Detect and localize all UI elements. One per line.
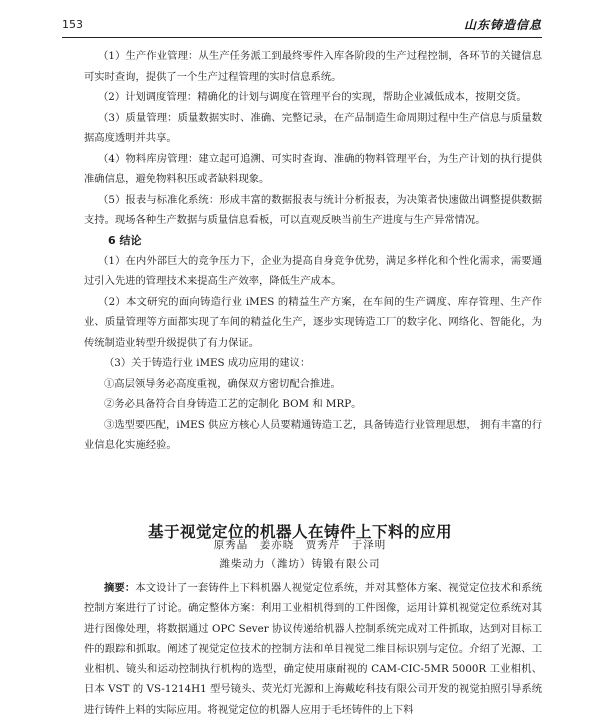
section-heading-conclusion: 6 结论: [108, 233, 142, 247]
abstract-label: 摘要：: [104, 582, 136, 594]
paragraph-material-warehouse: （4）物料库房管理：建立起可追溯、可实时查询、准确的物料管理平台，为生产计划的执行提供准确信息，避免物料积压或者缺料现象。: [84, 152, 542, 185]
paragraph-quality-management: （3）质量管理：质量数据实时、准确、完整记录，在产品制造生命周期过程中生产信息与质量数据高度透明并共享。: [84, 111, 542, 144]
abstract-paragraph: [84, 578, 542, 720]
page-header: [62, 16, 542, 38]
suggestion-item-3: ③选型要匹配，iMES 供应方核心人员要精通铸造工艺，具备铸造行业管理思想， 拥有丰富的行业信息化实施经验。: [84, 418, 542, 451]
abstract-text: 本文设计了一套铸件上下料机器人视觉定位系统，并对其整体方案、视觉定位技术和系统控制方案进行了讨论。确定整体方案：利用工业相机得到的工件图像，运用计算机视觉定位系统对其进行图像处理，将数据通过 OPC Sever 协议传递给机器人控制系统完成对工件抓取，达到对目标工件的跟踪和抓取。阐述了视觉定位技术的控制方法和单目视觉二维目标识别与定位。介绍了光源、工业相机、镜头和运动控制执行机构的选型，确定使用康耐视的 CAM-CIC-5MR 5000R 工业相机、日本 VST 的 VS-1214H1 型号镜头、荧光灯光源和上海戴屹科技有限公司开发的视觉拍照引导系统进行铸件上料的实际应用。将视觉定位的机器人应用于毛坯铸件的上下料: [84, 582, 542, 716]
conclusion-paragraph-3: （3）关于铸造行业 iMES 成功应用的建议：: [104, 357, 311, 369]
paragraph-reports-standardization: （5）报表与标准化系统：形成丰富的数据报表与统计分析报表，为决策者快速做出调整提供数据支持。现场各种生产数据与质量信息看板，可以直观反映当前生产进度与生产异常情况。: [84, 193, 542, 226]
abstract: [84, 578, 542, 720]
article-authors: 原秀晶 姜亦晓 贾秀芹 于泽明: [213, 539, 387, 551]
article-title: 基于视觉定位的机器人在铸件上下料的应用: [147, 523, 452, 542]
article-affiliation: 潍柴动力（潍坊）铸锻有限公司: [219, 558, 381, 570]
conclusion-paragraph-1: （1）在内外部巨大的竞争压力下，企业为提高自身竞争优势，满足多样化和个性化需求，需要通过引入先进的管理技术来提高生产效率，降低生产成本。: [84, 254, 542, 287]
journal-name: 山东铸造信息: [463, 18, 542, 32]
suggestion-item-1: ①高层领导务必高度重视，确保双方密切配合推进。: [104, 377, 341, 390]
paragraph-planning-scheduling: （2）计划调度管理：精确化的计划与调度在管理平台的实现，帮助企业减低成本，按期交货。: [98, 91, 527, 103]
suggestion-item-2: ②务必具备符合自身铸造工艺的定制化 BOM 和 MRP。: [104, 398, 362, 410]
page-number: 153: [62, 18, 83, 31]
header-rule: [62, 37, 542, 38]
conclusion-paragraph-2: （2）本文研究的面向铸造行业 iMES 的精益生产方案，在车间的生产调度、库存管理、生产作业、质量管理等方面都实现了车间的精益化生产，逐步实现铸造工厂的数字化、网络化、智能化，为传统制造业转型升级提供了有力保证。: [84, 295, 542, 349]
body-text: [84, 46, 542, 456]
paragraph-production-management: （1）生产作业管理：从生产任务派工到最终零件入库各阶段的生产过程控制，各环节的关键信息可实时查询，提供了一个生产过程管理的实时信息系统。: [84, 50, 542, 83]
